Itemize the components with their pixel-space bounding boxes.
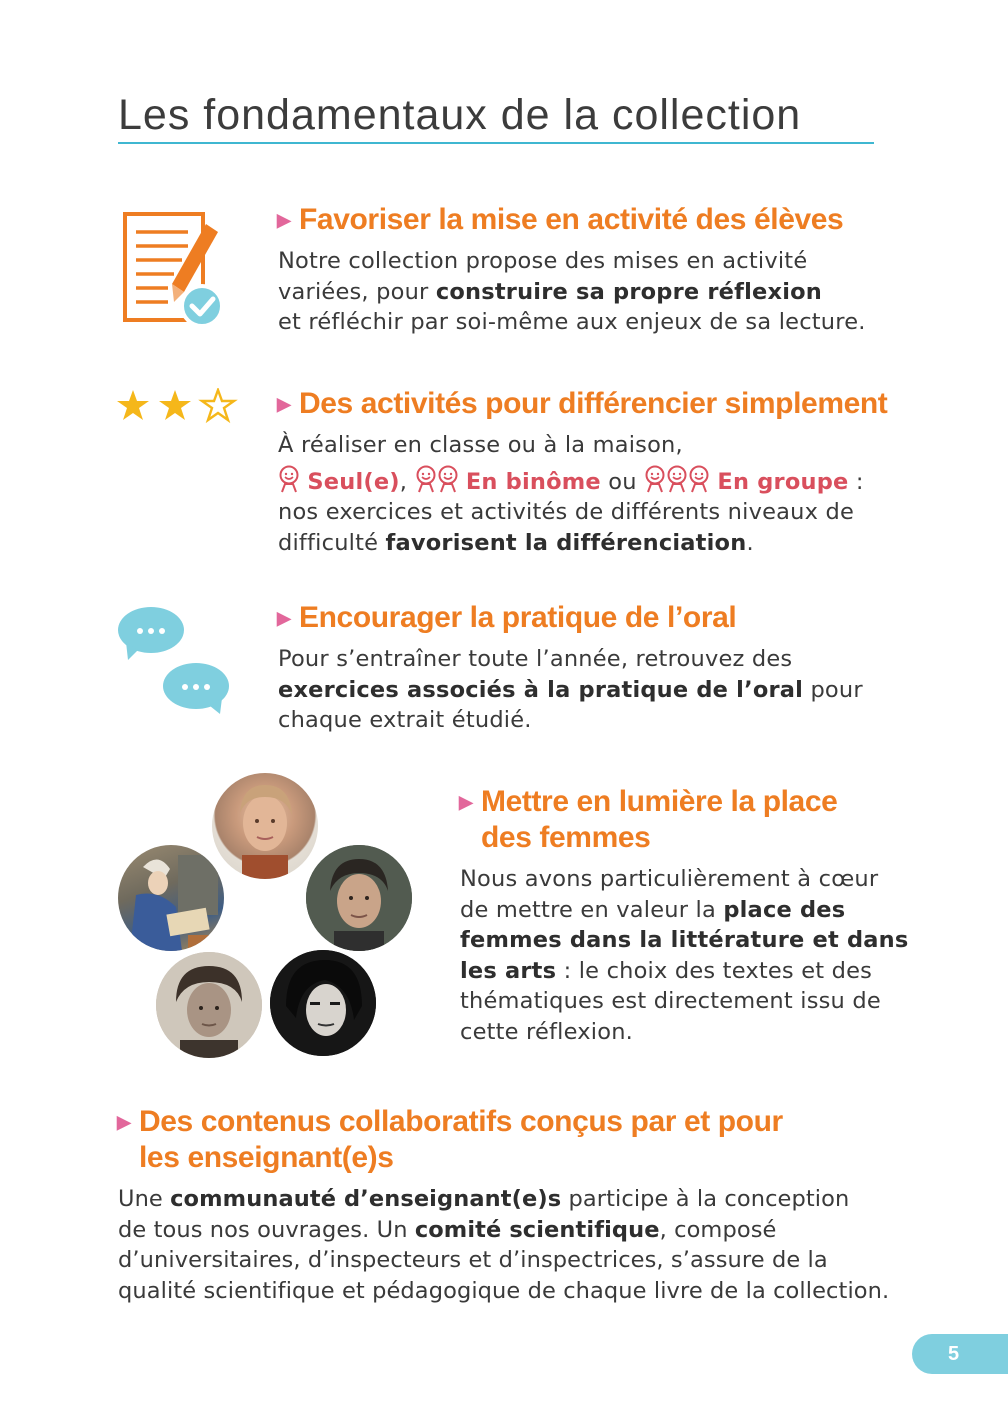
triangle-bullet-icon: ▶ <box>459 792 473 812</box>
student-face-icon <box>666 465 688 493</box>
section-title: ▶ Favoriser la mise en activité des élèves <box>277 203 844 236</box>
triangle-bullet-icon: ▶ <box>277 608 291 628</box>
section-body: Notre collection propose des mises en activité variées, pour construire sa propre réflexion et réfléchir par soi-même aux enjeux de sa lecture. <box>278 248 866 335</box>
triangle-bullet-icon: ▶ <box>277 210 291 230</box>
mode-group: En groupe <box>717 468 849 495</box>
student-face-icon <box>644 465 666 493</box>
mode-pair: En binôme <box>465 468 601 495</box>
title-underline <box>118 142 874 144</box>
portrait-5 <box>270 950 376 1056</box>
section-title: ▶ Des activités pour différencier simplement <box>277 387 888 420</box>
student-face-icon <box>278 465 300 493</box>
triangle-bullet-icon: ▶ <box>277 394 291 414</box>
section-body: À réaliser en classe ou à la maison, Seul(e), En binôme ou En groupe : nos exercices et activités de différents niveaux de difficulté favorisent la différenciation. <box>278 432 864 556</box>
difficulty-stars-icon <box>116 388 240 424</box>
section-title: ▶ Des contenus collaboratifs conçus par et pour les enseignant(e)s <box>117 1105 783 1174</box>
section-body: Nous avons particulièrement à cœur de mettre en valeur la place des femmes dans la littérature et dans les arts : le choix des textes et des thématiques est directement issu de cette réflexion. <box>460 866 909 1045</box>
speech-bubbles-icon <box>116 604 232 716</box>
checklist-pencil-icon <box>118 206 228 330</box>
triangle-bullet-icon: ▶ <box>117 1112 131 1132</box>
portrait-1 <box>212 773 318 879</box>
section-body: Pour s’entraîner toute l’année, retrouvez des exercices associés à la pratique de l’oral pour chaque extrait étudié. <box>278 646 863 733</box>
student-face-icon <box>437 465 459 493</box>
portrait-3 <box>306 845 412 951</box>
page-title: Les fondamentaux de la collection <box>118 91 802 139</box>
mode-solo: Seul(e) <box>307 468 400 495</box>
section-title: ▶ Encourager la pratique de l’oral <box>277 601 737 634</box>
section-title: ▶ Mettre en lumière la place des femmes <box>459 785 838 854</box>
portrait-2 <box>118 845 224 951</box>
student-face-icon <box>415 465 437 493</box>
page-number: 5 <box>912 1334 1008 1374</box>
section-body: Une communauté d’enseignant(e)s participe à la conception de tous nos ouvrages. Un comité scientifique, composé d’universitaires, d’inspecteurs et d’inspectrices, s’assure de la qualité scientifique et pédagogique de chaque livre de la collection. <box>118 1186 890 1304</box>
student-face-icon <box>688 465 710 493</box>
portrait-4 <box>156 952 262 1058</box>
